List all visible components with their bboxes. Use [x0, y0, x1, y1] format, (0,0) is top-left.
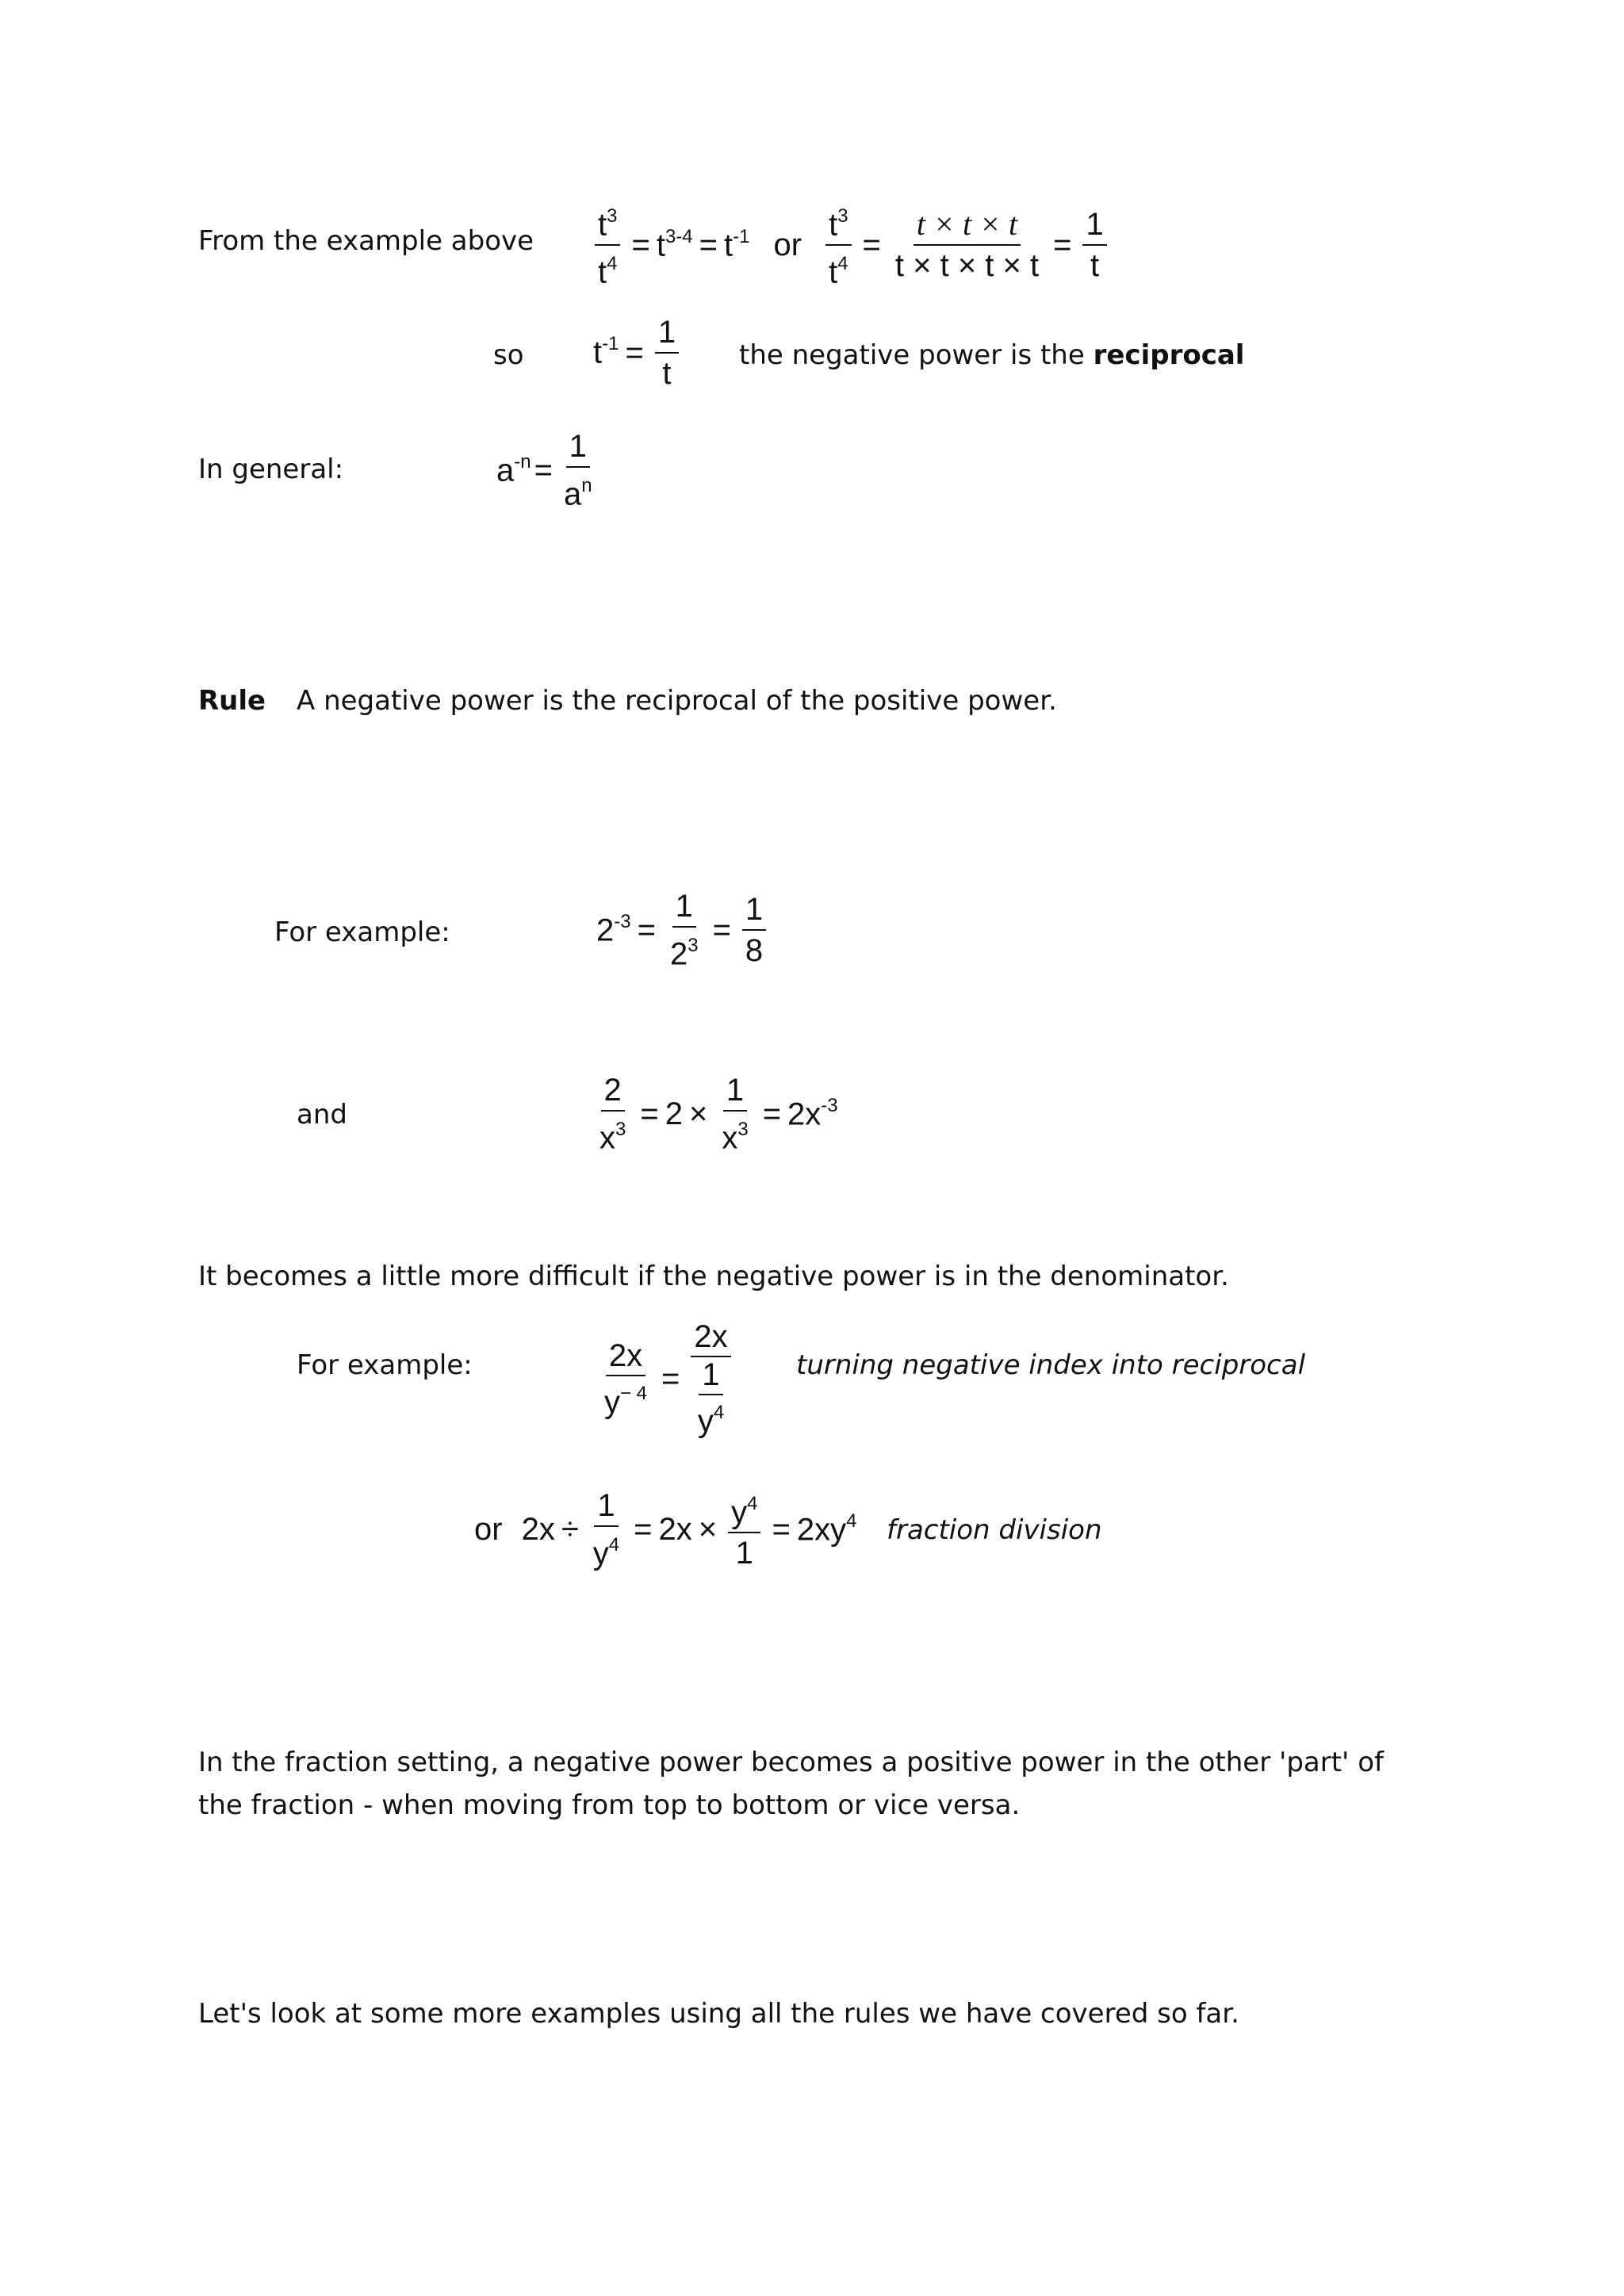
reciprocal-bold: reciprocal: [1093, 339, 1245, 371]
for-example-label-2: For example:: [297, 1349, 473, 1381]
difficult-paragraph: It becomes a little more difficult if the negative power is in the denominator.: [198, 1261, 1229, 1292]
fraction-2x-over-y-minus4: $\frac{2x}{y^{- 4}}$: [604, 1338, 648, 1420]
rule-label: Rule: [198, 685, 266, 717]
and-label: and: [297, 1099, 347, 1131]
fraction-1-over-t: $\frac{1}{t}$: [1082, 206, 1106, 284]
fraction-setting-paragraph: In the fraction setting, a negative power becomes a positive power in the other 'part' of the fraction - when moving from top to bottom or vice versa.: [198, 1747, 1384, 1821]
rule-text: A negative power is the reciprocal of the positive power.: [297, 685, 1057, 717]
fraction-1-over-y4: $\frac{1}{y^4}$: [697, 1357, 725, 1439]
equation-general: $a^{-n}$ = $\frac{1}{a^n}$: [496, 428, 600, 512]
fraction-y4-over-1: $\frac{y^4}{1}$: [728, 1487, 760, 1571]
turning-note: turning negative index into reciprocal: [796, 1349, 1306, 1381]
fraction-1-over-t-2: $\frac{1}{t}$: [655, 314, 679, 392]
fraction-2-over-x3: $\frac{2}{x^3}$: [599, 1073, 626, 1156]
equation-2-minus3: $2^{-3}$ = $\frac{1}{2^3}$ = $\frac{1}{8}$: [596, 888, 771, 972]
fraction-t3-t4-second: $\frac{t^3}{t^4}$: [825, 200, 851, 291]
equation-2x-over-y-minus4: $\frac{2x}{y^{- 4}}$ = $\frac{2x}{\frac{1}{y^4}}$: [596, 1319, 736, 1438]
so-label: so: [493, 339, 524, 371]
fraction-1-over-an: $\frac{1}{a^n}$: [563, 429, 592, 512]
fraction-division-note: fraction division: [887, 1514, 1102, 1546]
fraction-expanded-t: $\frac{t \times t \times t}{t \times t \times t \times t}$: [894, 206, 1040, 284]
for-example-label-1: For example:: [274, 916, 450, 948]
equation-division: or 2x ÷ $\frac{1}{y^4}$ = 2x × $\frac{y^4}{1}$ = $2xy^4$: [474, 1488, 857, 1571]
fraction-1-over-8: $\frac{1}{8}$: [742, 891, 766, 969]
or-word: or: [773, 227, 802, 262]
fraction-1-over-x3: $\frac{1}{x^3}$: [722, 1073, 749, 1156]
complex-fraction-2x-over-1-over-y4: $\frac{2x}{\frac{1}{y^4}}$: [691, 1319, 730, 1438]
fraction-t3-t4: $\frac{t^3}{t^4}$: [595, 200, 620, 291]
in-general-label: In general:: [198, 453, 344, 485]
equation-2-over-x3: $\frac{2}{x^3}$ = 2 × $\frac{1}{x^3}$ = $2x^{-3}$: [592, 1072, 838, 1156]
or-word-2: or: [474, 1511, 503, 1547]
equation-t3-over-t4: $\frac{t^3}{t^4}$ = $t^{3-4}$ = $t^{-1}$ or $\frac{t^3}{t^4}$ = $\frac{t \times t \times t}{t \times t \times t \times t}$ = $\frac{1}{t}$: [590, 200, 1112, 291]
fraction-1-over-y4-2: $\frac{1}{y^4}$: [592, 1488, 620, 1571]
more-examples-paragraph: Let's look at some more examples using all the rules we have covered so far.: [198, 1998, 1239, 2030]
from-example-label: From the example above: [198, 225, 534, 257]
equation-t-minus1: $t^{-1}$ = $\frac{1}{t}$: [593, 314, 684, 392]
fraction-1-over-2-cubed: $\frac{1}{2^3}$: [669, 889, 699, 972]
negative-power-note: the negative power is the reciprocal: [739, 339, 1245, 371]
